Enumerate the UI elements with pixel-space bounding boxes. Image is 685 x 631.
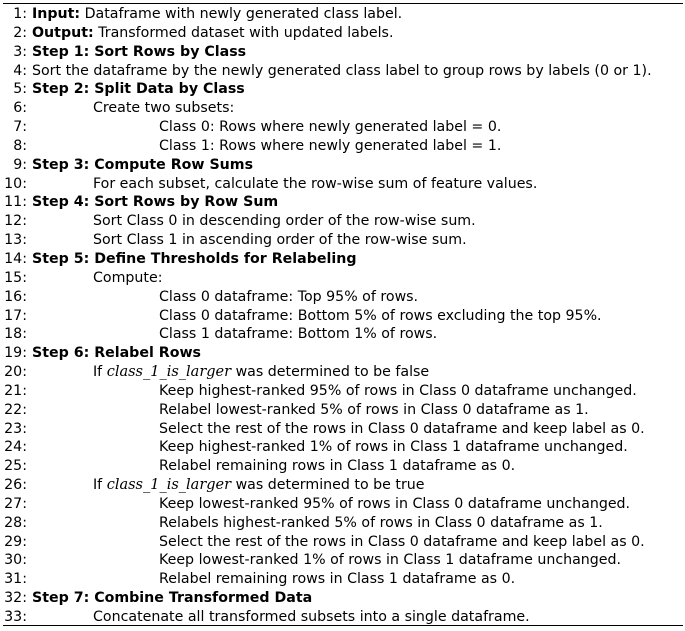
algorithm-line xyxy=(3,514,683,533)
algorithm-line xyxy=(3,589,683,608)
algorithm-line xyxy=(3,438,683,457)
line-number: 20: xyxy=(4,364,27,381)
line-content xyxy=(159,457,515,476)
line-keyword: Step 3: Compute Row Sums xyxy=(32,156,254,173)
line-text: Create two subsets: xyxy=(93,100,235,117)
line-number: 25: xyxy=(4,458,27,475)
algorithm-line xyxy=(3,533,683,552)
line-content xyxy=(32,5,402,24)
line-text: Class 1 dataframe: Bottom 1% of rows. xyxy=(159,326,438,343)
line-content xyxy=(32,80,245,99)
line-content xyxy=(93,212,476,231)
algorithm-line xyxy=(3,193,683,212)
line-number: 3: xyxy=(13,43,27,60)
line-content xyxy=(93,269,162,288)
line-text: Sort the dataframe by the newly generated class label to group rows by labels (0 or 1). xyxy=(32,62,652,79)
line-content xyxy=(93,99,234,118)
line-content xyxy=(159,420,645,439)
line-number: 7: xyxy=(13,119,27,136)
line-number: 18: xyxy=(4,326,27,343)
line-content xyxy=(32,24,393,43)
algorithm-line xyxy=(3,476,683,495)
line-text: Sort Class 1 in ascending order of the row-wise sum. xyxy=(93,232,467,249)
algorithm-line xyxy=(3,325,683,344)
line-text: Keep highest-ranked 1% of rows in Class 1 dataframe unchanged. xyxy=(159,439,628,456)
algorithm-line xyxy=(3,551,683,570)
line-number: 24: xyxy=(4,439,27,456)
line-keyword: Output: xyxy=(32,24,94,41)
line-number: 1: xyxy=(13,6,27,22)
algorithm-line xyxy=(3,457,683,476)
line-content xyxy=(159,401,589,420)
line-text: Compute: xyxy=(93,269,163,286)
algorithm-line xyxy=(3,118,683,137)
line-number: 2: xyxy=(13,24,27,41)
line-number: 13: xyxy=(4,232,27,249)
line-content xyxy=(159,118,501,137)
algorithm-line xyxy=(3,307,683,326)
algorithm-lines xyxy=(3,5,683,627)
algorithm-line xyxy=(3,570,683,589)
line-text: was determined to be false xyxy=(231,364,430,381)
line-prefix: If xyxy=(93,477,107,494)
line-content xyxy=(159,514,603,533)
line-text: Relabel remaining rows in Class 1 dataframe as 0. xyxy=(159,571,516,588)
algorithm-line xyxy=(3,420,683,439)
line-content xyxy=(159,307,602,326)
algorithm-line xyxy=(3,495,683,514)
line-content xyxy=(93,231,467,250)
algorithm-line xyxy=(3,137,683,156)
line-number: 14: xyxy=(4,250,27,267)
line-content xyxy=(32,156,253,175)
bottom-rule xyxy=(3,625,683,626)
line-text: Class 1: Rows where newly generated label = 1. xyxy=(159,137,502,154)
line-content xyxy=(32,193,278,212)
algorithm-line xyxy=(3,62,683,81)
line-text: Dataframe with newly generated class label. xyxy=(80,6,403,22)
line-content xyxy=(93,175,537,194)
line-keyword: Step 1: Sort Rows by Class xyxy=(32,43,247,60)
line-number: 22: xyxy=(4,401,27,418)
algorithm-line xyxy=(3,99,683,118)
line-text: Class 0 dataframe: Bottom 5% of rows excluding the top 95%. xyxy=(159,307,602,324)
line-content xyxy=(159,495,630,514)
line-content xyxy=(32,344,201,363)
line-text: Class 0: Rows where newly generated label = 0. xyxy=(159,119,502,136)
line-content xyxy=(159,570,515,589)
line-number: 26: xyxy=(4,477,27,494)
line-number: 17: xyxy=(4,307,27,324)
line-text: Keep lowest-ranked 1% of rows in Class 1 dataframe unchanged. xyxy=(159,552,622,569)
line-text: Keep highest-ranked 95% of rows in Class 0 dataframe unchanged. xyxy=(159,382,637,399)
line-number: 9: xyxy=(13,156,27,173)
line-content xyxy=(159,137,501,156)
top-rule xyxy=(3,3,683,4)
line-number: 30: xyxy=(4,552,27,569)
line-number: 6: xyxy=(13,100,27,117)
line-keyword: Step 7: Combine Transformed Data xyxy=(32,590,313,607)
line-prefix: If xyxy=(93,364,107,381)
line-number: 29: xyxy=(4,533,27,550)
algorithm-line xyxy=(3,344,683,363)
line-content xyxy=(93,476,425,495)
algorithm-line xyxy=(3,80,683,99)
line-number: 4: xyxy=(13,62,27,79)
line-text: Relabel lowest-ranked 5% of rows in Class 0 dataframe as 1. xyxy=(159,401,589,418)
line-content xyxy=(159,438,628,457)
math-variable: class_1_is_larger xyxy=(106,477,232,494)
line-number: 31: xyxy=(4,571,27,588)
algorithm-line xyxy=(3,269,683,288)
algorithm-line xyxy=(3,363,683,382)
algorithm-line xyxy=(3,288,683,307)
line-text: Keep lowest-ranked 95% of rows in Class 0 dataframe unchanged. xyxy=(159,495,631,512)
line-content xyxy=(93,363,429,382)
line-number: 10: xyxy=(4,175,27,192)
algorithm-line xyxy=(3,250,683,269)
line-number: 12: xyxy=(4,213,27,230)
line-text: Select the rest of the rows in Class 0 dataframe and keep label as 0. xyxy=(159,533,645,550)
line-number: 23: xyxy=(4,420,27,437)
line-number: 5: xyxy=(13,81,27,98)
line-content xyxy=(32,62,652,81)
math-variable: class_1_is_larger xyxy=(106,364,232,381)
line-content xyxy=(159,325,437,344)
line-number: 16: xyxy=(4,288,27,305)
algorithm-line xyxy=(3,156,683,175)
line-text: Relabel remaining rows in Class 1 dataframe as 0. xyxy=(159,458,516,475)
line-text: Concatenate all transformed subsets into a single dataframe. xyxy=(93,609,530,625)
line-number: 21: xyxy=(4,382,27,399)
algorithm-line xyxy=(3,401,683,420)
algorithm-line xyxy=(3,24,683,43)
line-number: 11: xyxy=(4,194,27,211)
line-text: Sort Class 0 in descending order of the row-wise sum. xyxy=(93,213,476,230)
algorithm-line xyxy=(3,382,683,401)
line-text: was determined to be true xyxy=(231,477,425,494)
line-keyword: Step 4: Sort Rows by Row Sum xyxy=(32,194,279,211)
line-number: 15: xyxy=(4,269,27,286)
algorithm-line xyxy=(3,231,683,250)
algorithm-line xyxy=(3,212,683,231)
line-content xyxy=(159,551,621,570)
line-content xyxy=(32,43,246,62)
line-number: 8: xyxy=(13,137,27,154)
line-content xyxy=(159,382,637,401)
line-content xyxy=(32,250,356,269)
line-number: 19: xyxy=(4,345,27,362)
line-text: Select the rest of the rows in Class 0 dataframe and keep label as 0. xyxy=(159,420,645,437)
line-content xyxy=(159,288,418,307)
line-number: 27: xyxy=(4,495,27,512)
line-text: Class 0 dataframe: Top 95% of rows. xyxy=(159,288,419,305)
algorithm-line xyxy=(3,175,683,194)
algorithm-line xyxy=(3,5,683,24)
line-number: 33: xyxy=(4,609,27,625)
line-keyword: Step 2: Split Data by Class xyxy=(32,81,245,98)
line-content xyxy=(159,533,645,552)
line-keyword: Step 5: Define Thresholds for Relabeling xyxy=(32,250,357,267)
algorithm-line xyxy=(3,43,683,62)
line-text: Relabels highest-ranked 5% of rows in Class 0 dataframe as 1. xyxy=(159,514,603,531)
line-text: For each subset, calculate the row-wise sum of feature values. xyxy=(93,175,538,192)
line-text: Transformed dataset with updated labels. xyxy=(93,24,394,41)
line-keyword: Step 6: Relabel Rows xyxy=(32,345,201,362)
line-keyword: Input: xyxy=(32,6,81,22)
line-content xyxy=(32,589,312,608)
line-number: 32: xyxy=(4,590,27,607)
line-number: 28: xyxy=(4,514,27,531)
